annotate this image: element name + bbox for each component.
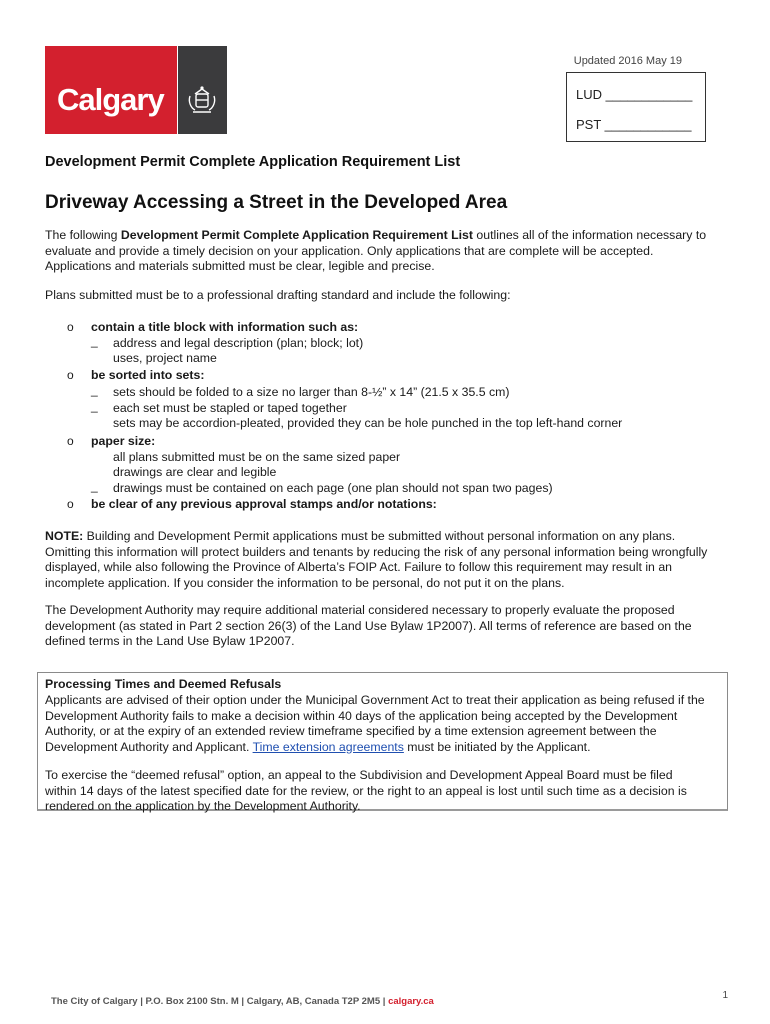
footer-address: The City of Calgary | P.O. Box 2100 Stn. M | Calgary, AB, Canada T2P 2M5 | calgary.ca — [51, 996, 434, 1007]
note-label: NOTE: — [45, 529, 84, 543]
processing-paragraph-2 — [45, 768, 730, 815]
authority-line-1: The Development Authority may require additional material considered necessary to properly evaluate the proposed — [45, 603, 675, 617]
note-line-2: Omitting this information will protect builders and tenants by reducing the risk of any personal information being wrongfully — [45, 544, 708, 559]
intro-line-2: evaluate and provide a timely decision on your application. Only applications that are complete will be accepted. — [45, 243, 654, 258]
lud-pst-box — [566, 72, 706, 142]
dash-bullet-icon: _ — [91, 383, 98, 397]
dash-bullet-icon: _ — [91, 479, 98, 493]
requirement-item: each set must be stapled or taped together — [113, 401, 347, 415]
bullet-circle-icon: o — [67, 368, 74, 382]
requirement-heading: contain a title block with information such as: — [91, 320, 359, 334]
requirement-item: uses, project name — [113, 351, 217, 365]
processing-line-3: Authority, or at the expiry of an extended review timeframe specified by a time extension agreement between the — [45, 724, 657, 738]
requirement-heading: paper size: — [91, 434, 156, 448]
processing-p2-line-3: rendered on the application by the Development Authority. — [45, 799, 361, 813]
requirement-item: drawings are clear and legible — [113, 465, 277, 479]
processing-title: Processing Times and Deemed Refusals — [45, 677, 282, 691]
logo-wordmark: Calgary — [57, 82, 164, 117]
requirement-item: drawings must be contained on each page (one plan should not span two pages) — [113, 481, 553, 495]
intro-line-1: The following Development Permit Complete Application Requirement List outlines all of the information necessary to — [45, 228, 707, 242]
processing-line-2: Development Authority fails to make a decision within 40 days of the application being accepted by the Development — [45, 708, 678, 723]
logo-crest-panel — [177, 46, 227, 134]
document-title: Development Permit Complete Application Requirement List — [45, 154, 461, 170]
processing-p2-line-1: To exercise the “deemed refusal” option, an appeal to the Subdivision and Development Appeal Board must be filed — [45, 768, 673, 782]
authority-line-2: development (as stated in Part 2 section 26(3) of the Land Use Bylaw 1P2007). All terms of reference are based on the — [45, 618, 692, 633]
processing-p2-line-2: within 14 days of the latest specified date for the review, or the right to an appeal is lost until such time as a decision is — [45, 783, 687, 798]
time-extension-link[interactable]: Time extension agreements — [252, 739, 404, 754]
city-of-calgary-logo — [45, 46, 227, 134]
bullet-circle-icon: o — [67, 497, 74, 511]
lud-field: LUD ____________ — [576, 87, 693, 102]
updated-date: Updated 2016 May 19 — [573, 55, 682, 67]
plans-intro: Plans submitted must be to a professional drafting standard and include the following: — [45, 288, 511, 302]
requirement-item: sets should be folded to a size no larger than 8-½” x 14” (21.5 x 35.5 cm) — [113, 385, 510, 399]
note-line-1: NOTE: Building and Development Permit applications must be submitted without personal information on any plans. — [45, 529, 676, 543]
dash-bullet-icon: _ — [91, 334, 98, 348]
note-line-3: displayed, while also following the Province of Alberta’s FOIP Act. Failure to follow this requirement may result in an — [45, 560, 672, 574]
requirement-item: sets may be accordion-pleated, provided they can be hole punched in the top left-hand corner — [113, 416, 623, 430]
requirement-item: all plans submitted must be on the same sized paper — [113, 450, 401, 464]
crest-icon — [185, 84, 219, 118]
authority-line-3: defined terms in the Land Use Bylaw 1P2007. — [45, 634, 295, 648]
requirement-item: address and legal description (plan; block; lot) — [113, 336, 364, 350]
dash-bullet-icon: _ — [91, 399, 98, 413]
intro-line-3: Applications and materials submitted must be clear, legible and precise. — [45, 259, 435, 273]
logo-red-panel — [45, 46, 177, 134]
processing-line-4: Development Authority and Applicant. Time extension agreements must be initiated by the Applicant. — [45, 739, 591, 754]
note-line-4: incomplete application. If you consider the information to be personal, do not put it on the plans. — [45, 575, 565, 590]
authority-paragraph — [45, 603, 730, 650]
processing-line-1: Applicants are advised of their option under the Municipal Government Act to treat their application as being refused if the — [45, 693, 705, 707]
intro-paragraph — [45, 228, 730, 275]
calgary-ca-link[interactable]: calgary.ca — [388, 996, 434, 1007]
processing-paragraph-1 — [45, 693, 730, 755]
requirement-heading: be clear of any previous approval stamps and/or notations: — [91, 497, 437, 511]
note-paragraph — [45, 529, 730, 591]
pst-field: PST ____________ — [576, 117, 692, 132]
requirement-heading: be sorted into sets: — [91, 368, 205, 382]
bullet-circle-icon: o — [67, 434, 74, 448]
bullet-circle-icon: o — [67, 320, 74, 334]
page-title: Driveway Accessing a Street in the Developed Area — [45, 192, 508, 213]
page-number: 1 — [722, 990, 728, 1001]
